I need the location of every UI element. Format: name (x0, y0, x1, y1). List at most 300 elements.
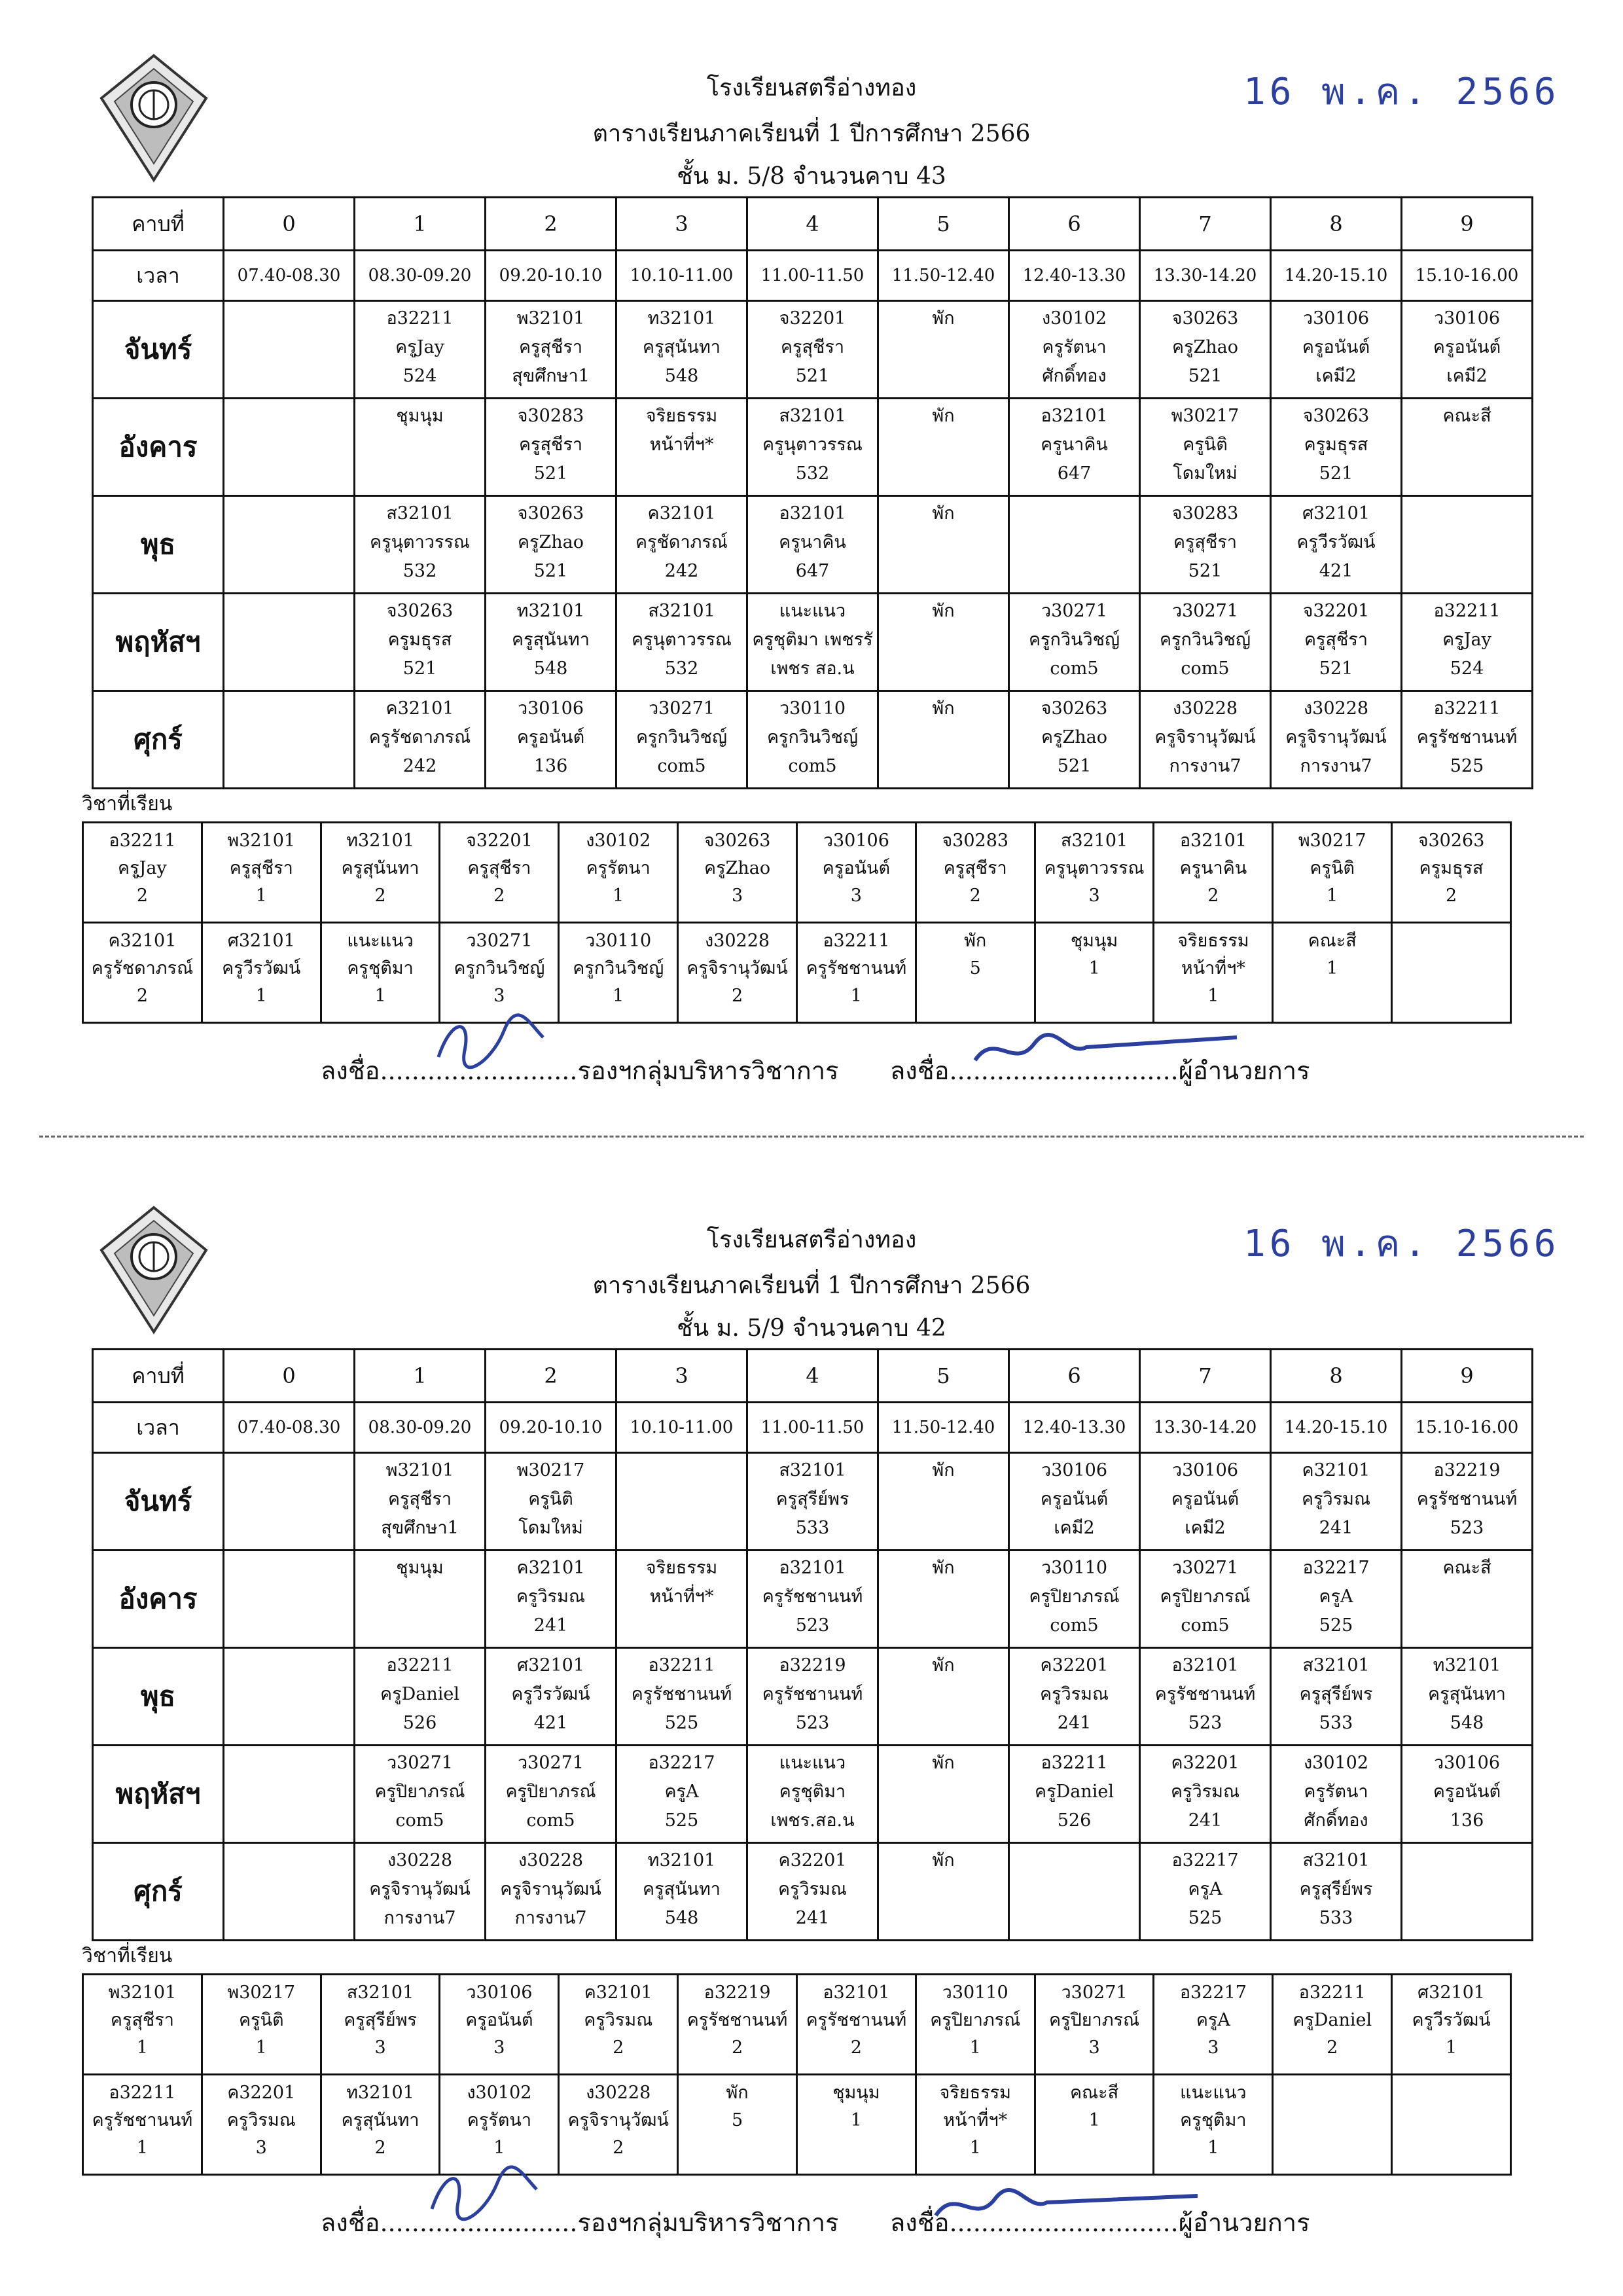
subject-cell (440, 923, 559, 1023)
schedule-cell (1271, 594, 1402, 691)
subject-cell (83, 923, 202, 1023)
cell-line: ท32101 (647, 1850, 716, 1871)
schedule-cell (1402, 1551, 1533, 1648)
time-slot: 11.00-11.50 (747, 1403, 878, 1453)
cell-line: ครูDaniel (380, 1684, 459, 1704)
cell-line: 242 (664, 561, 699, 581)
cell-line: 521 (1057, 756, 1092, 776)
cell-line: 525 (1188, 1908, 1222, 1928)
schedule-cell (355, 1551, 486, 1648)
subject-cell (202, 923, 321, 1023)
cell-line: พัก (932, 1558, 955, 1578)
cell-line: ครูรัชดาภรณ์ (91, 958, 194, 978)
cell-line: 2 (613, 2037, 624, 2058)
schedule-cell (1009, 691, 1140, 789)
cell-line: ครูสุนันทา (341, 2110, 419, 2130)
cell-line: ค32201 (227, 2083, 296, 2103)
subject-cell (1273, 823, 1392, 923)
cell-line: 3 (1207, 2037, 1219, 2058)
schedule-cell (747, 1551, 878, 1648)
subject-cell (1392, 923, 1511, 1023)
subject-cell (1273, 923, 1392, 1023)
cell-line: ครูสุนันทา (643, 337, 721, 357)
cell-line: 242 (402, 756, 437, 776)
schedule-cell (1009, 1746, 1140, 1843)
cell-line: พัก (964, 931, 987, 951)
cell-line: 2 (731, 986, 743, 1006)
day-name: พุธ (93, 1648, 224, 1746)
cell-line: ว30106 (1041, 1460, 1108, 1480)
cell-line: อ32211 (1433, 698, 1501, 719)
subject-cell (678, 2075, 797, 2175)
cell-line: ว30110 (1041, 1558, 1108, 1578)
cell-line: 2 (136, 986, 148, 1006)
cell-line: ง30228 (518, 1850, 584, 1871)
handwritten-signature-deputy (432, 1011, 550, 1070)
subject-cell (796, 2075, 916, 2175)
time-slot: 15.10-16.00 (1402, 251, 1533, 301)
subject-cell (916, 823, 1035, 923)
cell-line: ครูวิรมณ (584, 2010, 653, 2030)
schedule-cell (1140, 1746, 1271, 1843)
cell-line: 421 (533, 1713, 568, 1733)
cell-line: ครูมธุรส (1304, 435, 1368, 455)
cell-line: ว30271 (1061, 1982, 1128, 2003)
day-name: จันทร์ (93, 1453, 224, 1551)
schedule-cell (1402, 594, 1533, 691)
sheet-divider (39, 1136, 1584, 1138)
subject-cell (559, 923, 678, 1023)
schedule-cell (486, 1746, 616, 1843)
cell-line: ครูจิรานุวัฒน์ (369, 1879, 471, 1899)
cell-line: พัก (932, 1850, 955, 1871)
cell-line: ครูรัชชานนท์ (687, 2010, 788, 2030)
day-row (93, 496, 1533, 594)
cell-line: ส32101 (1302, 1655, 1370, 1676)
subjects-table (82, 821, 1512, 1024)
schedule-cell (747, 691, 878, 789)
cell-line: ว30271 (386, 1753, 454, 1773)
subject-cell (1154, 823, 1273, 923)
cell-line: การงาน7 (1169, 756, 1241, 776)
cell-line: ว30106 (823, 831, 889, 851)
cell-line: 2 (731, 2037, 743, 2058)
cell-line: ส32101 (648, 601, 715, 621)
cell-line: 1 (850, 2110, 862, 2130)
schedule-cell (1402, 1746, 1533, 1843)
cell-line: ว30106 (466, 1982, 533, 2003)
subject-cell (1392, 2075, 1511, 2175)
cell-line: โดมใหม่ (1173, 463, 1238, 484)
cell-line: ครูนิติ (1310, 858, 1355, 878)
cell-line: ครูสุชีรา (229, 858, 293, 878)
cell-line: อ32217 (1171, 1850, 1239, 1871)
subject-cell (1154, 2075, 1273, 2175)
cell-line: 525 (664, 1713, 699, 1733)
subject-cell (559, 2075, 678, 2175)
cell-line: 3 (850, 886, 862, 906)
cell-line: 136 (1450, 1810, 1484, 1831)
cell-line: ว30271 (1041, 601, 1108, 621)
cell-line: com5 (395, 1810, 444, 1831)
time-slot: 07.40-08.30 (224, 251, 355, 301)
day-name: พฤหัสฯ (93, 1746, 224, 1843)
cell-line: อ32101 (779, 1558, 846, 1578)
schedule-cell (1140, 1551, 1271, 1648)
school-name: โรงเรียนสตรีอ่างทอง (706, 75, 917, 101)
timetable-sheet-1 (0, 0, 1623, 1126)
cell-line: 1 (255, 2037, 267, 2058)
cell-line: ครูชุติมา (347, 958, 414, 978)
cell-line: ครูสุชีรา (1304, 630, 1368, 650)
cell-line: พัก (932, 1753, 955, 1773)
subject-cell (678, 823, 797, 923)
period-number: 2 (486, 1350, 616, 1403)
cell-line: ครูอนันต์ (1171, 1489, 1240, 1509)
schedule-cell (878, 691, 1009, 789)
cell-line: สุขศึกษา1 (512, 366, 590, 386)
schedule-cell (486, 691, 616, 789)
cell-line: ครูนุตาวรรณ (370, 532, 470, 552)
cell-line: ครูวิรมณ (516, 1587, 586, 1607)
cell-line: 136 (533, 756, 568, 776)
cell-line: โดมใหม่ (518, 1518, 583, 1538)
cell-line: ครูสุชีรา (1173, 532, 1238, 552)
cell-line: พ30217 (1298, 831, 1366, 851)
cell-line: พัก (932, 308, 955, 329)
cell-line: อ32217 (1302, 1558, 1370, 1578)
cell-line: ครูJay (395, 337, 444, 357)
schedule-cell (355, 1648, 486, 1746)
cell-line: จ30263 (1041, 698, 1108, 719)
cell-line: จ30263 (1171, 308, 1239, 329)
schedule-table (92, 196, 1533, 789)
subject-cell (440, 2075, 559, 2175)
time-slot: 12.40-13.30 (1009, 1403, 1140, 1453)
cell-line: จริยธรรม (939, 2083, 1011, 2103)
schedule-cell (616, 1843, 747, 1941)
cell-line: อ32101 (1041, 406, 1108, 426)
schedule-cell (486, 594, 616, 691)
schedule-cell (1402, 1453, 1533, 1551)
subject-cell (440, 1975, 559, 2075)
cell-line: 2 (493, 886, 505, 906)
cell-line: ค32101 (584, 1982, 652, 2003)
cell-line: อ32211 (386, 1655, 454, 1676)
cell-line: ครูสุชีรา (518, 435, 583, 455)
cell-line: จ30263 (1302, 406, 1370, 426)
cell-line: ส32101 (779, 406, 846, 426)
cell-line: 1 (1088, 958, 1100, 978)
cell-line: ง30102 (1041, 308, 1107, 329)
cell-line: ครูZhao (517, 532, 584, 552)
cell-line: ครูJay (118, 858, 167, 878)
cell-line: ศ32101 (227, 931, 295, 951)
cell-line: 1 (613, 886, 624, 906)
cell-line: 533 (795, 1518, 830, 1538)
schedule-cell (878, 301, 1009, 399)
cell-line: ครูอนันต์ (1433, 1782, 1501, 1802)
cell-line: 1 (613, 986, 624, 1006)
cell-line: พ32101 (227, 831, 296, 851)
cell-line: พัก (932, 698, 955, 719)
signature-deputy: ลงชื่อ.........................รองฯกลุ่มบริหารวิชาการ (321, 2208, 839, 2237)
cell-line: อ32101 (779, 503, 846, 524)
cell-line: 2 (374, 2138, 386, 2158)
cell-line: พ30217 (516, 1460, 585, 1480)
cell-line: ครูนิติ (238, 2010, 284, 2030)
schedule-cell (616, 594, 747, 691)
schedule-cell (1009, 496, 1140, 594)
cell-line: แนะแนว (347, 931, 414, 951)
period-number: 3 (616, 1350, 747, 1403)
cell-line: อ32211 (1433, 601, 1501, 621)
cell-line: 2 (850, 2037, 862, 2058)
cell-line: อ32219 (704, 1982, 771, 2003)
cell-line: 521 (533, 463, 568, 484)
cell-line: ว30106 (517, 698, 584, 719)
cell-line: ครูสุรีย์พร (776, 1489, 849, 1509)
cell-line: ง30228 (705, 931, 770, 951)
subjects-label: วิชาที่เรียน (82, 1945, 173, 1967)
day-row (93, 691, 1533, 789)
schedule-cell (878, 594, 1009, 691)
period-number: 1 (355, 1350, 486, 1403)
period-number: 5 (878, 1350, 1009, 1403)
cell-line: ชุมนุม (396, 1558, 444, 1578)
cell-line: ว30110 (585, 931, 652, 951)
cell-line: ครูชุติมา (1180, 2110, 1247, 2130)
cell-line: พ30217 (1171, 406, 1240, 426)
cell-line: ครูนิติ (528, 1489, 573, 1509)
subject-cell (321, 823, 440, 923)
cell-line: com5 (788, 756, 837, 776)
time-slot: 12.40-13.30 (1009, 251, 1140, 301)
period-number: 8 (1271, 1350, 1402, 1403)
day-row (93, 1843, 1533, 1941)
cell-line: อ32211 (1298, 1982, 1366, 2003)
cell-line: ครูสุนันทา (1428, 1684, 1506, 1704)
subject-cell (559, 1975, 678, 2075)
subject-cell (796, 923, 916, 1023)
schedule-cell (616, 1551, 747, 1648)
cell-line: ครูชัดาภรณ์ (635, 532, 728, 552)
cell-line: ศ32101 (1418, 1982, 1486, 2003)
schedule-cell (616, 1746, 747, 1843)
cell-line: com5 (526, 1810, 575, 1831)
cell-line: 521 (1188, 366, 1222, 386)
schedule-cell (878, 496, 1009, 594)
schedule-cell (486, 1551, 616, 1648)
schedule-cell (1140, 594, 1271, 691)
cell-line: ส32101 (386, 503, 454, 524)
cell-line: พ32101 (108, 1982, 177, 2003)
cell-line: 526 (1057, 1810, 1092, 1831)
period-number: 5 (878, 198, 1009, 251)
time-slot: 11.50-12.40 (878, 251, 1009, 301)
cell-line: 3 (1088, 886, 1100, 906)
cell-line: ครูวิรมณ (226, 2110, 296, 2130)
cell-line: ศ32101 (1302, 503, 1370, 524)
schedule-table (92, 1348, 1533, 1941)
cell-line: ครูมธุรส (1419, 858, 1484, 878)
schedule-cell (1009, 594, 1140, 691)
cell-line: ครูชุติมา เพชรรั (752, 630, 873, 650)
schedule-cell (355, 1453, 486, 1551)
cell-line: 1 (969, 2037, 981, 2058)
cell-line: ครูกวินวิชญ์ (573, 958, 664, 978)
period-number: 2 (486, 198, 616, 251)
cell-line: ครูรัตนา (1304, 1782, 1368, 1802)
cell-line: อ32211 (386, 308, 454, 329)
cell-line: จ30283 (517, 406, 584, 426)
cell-line: คณะสี (1069, 2083, 1119, 2103)
cell-line: 525 (664, 1810, 699, 1831)
class-line: ชั้น ม. 5/9 จำนวนคาบ 42 (677, 1315, 946, 1342)
period-number: 1 (355, 198, 486, 251)
cell-line: ครูจิรานุวัฒน์ (500, 1879, 601, 1899)
cell-line: 1 (255, 886, 267, 906)
cell-line: 524 (1450, 658, 1484, 679)
cell-line: 5 (969, 958, 981, 978)
cell-line: ครูA (664, 1782, 699, 1802)
cell-line: อ32211 (1041, 1753, 1108, 1773)
schedule-cell (224, 594, 355, 691)
cell-line: ง30102 (467, 2083, 532, 2103)
cell-line: 524 (402, 366, 437, 386)
cell-line: ท32101 (647, 308, 716, 329)
cell-line: จริยธรรม (645, 406, 718, 426)
cell-line: ง30228 (1303, 698, 1369, 719)
date-stamp: 16 พ.ค. 2566 (1243, 71, 1560, 113)
cell-line: ครูA (1196, 2010, 1230, 2030)
schedule-cell (1140, 496, 1271, 594)
handwritten-signature-deputy (425, 2163, 543, 2222)
cell-line: com5 (1181, 1615, 1230, 1636)
subject-cell (678, 923, 797, 1023)
subjects-label: วิชาที่เรียน (82, 793, 173, 816)
schedule-cell (355, 594, 486, 691)
cell-line: จริยธรรม (645, 1558, 718, 1578)
subject-cell (202, 823, 321, 923)
cell-line: ครูนาคิน (1041, 435, 1108, 455)
cell-line: ว30106 (1302, 308, 1370, 329)
period-number: 8 (1271, 198, 1402, 251)
cell-line: com5 (1181, 658, 1230, 679)
cell-line: อ32211 (823, 931, 890, 951)
schedule-cell (355, 1843, 486, 1941)
cell-line: จ30263 (517, 503, 584, 524)
schedule-cell (878, 1551, 1009, 1648)
class-line: ชั้น ม. 5/8 จำนวนคาบ 43 (677, 163, 946, 190)
schedule-cell (1271, 1453, 1402, 1551)
cell-line: 3 (493, 2037, 505, 2058)
schedule-cell (1140, 1648, 1271, 1746)
cell-line: ชุมนุม (1070, 931, 1118, 951)
schedule-cell (224, 1843, 355, 1941)
cell-line: พ32101 (385, 1460, 454, 1480)
subject-cell (1035, 823, 1154, 923)
schedule-cell (616, 1453, 747, 1551)
cell-line: ครูนุตาวรรณ (1044, 858, 1145, 878)
cell-line: 3 (493, 986, 505, 1006)
cell-line: ครูจิรานุวัฒน์ (687, 958, 788, 978)
cell-line: จ30263 (1418, 831, 1485, 851)
cell-line: 521 (402, 658, 437, 679)
cell-line: ครูนาคิน (779, 532, 846, 552)
schedule-cell (1271, 1551, 1402, 1648)
cell-line: ครูZhao (704, 858, 771, 878)
cell-line: 532 (664, 658, 699, 679)
schedule-cell (747, 1843, 878, 1941)
cell-line: อ32217 (648, 1753, 715, 1773)
period-number: 0 (224, 1350, 355, 1403)
schedule-cell (486, 1453, 616, 1551)
cell-line: หน้าที่ฯ* (943, 2110, 1008, 2130)
cell-line: 1 (1445, 2037, 1457, 2058)
cell-line: อ32211 (109, 2083, 176, 2103)
cell-line: ครูรัชชานนท์ (806, 958, 907, 978)
schedule-cell (486, 1648, 616, 1746)
schedule-cell (1009, 301, 1140, 399)
subject-cell (321, 923, 440, 1023)
cell-line: 525 (1450, 756, 1484, 776)
cell-line: แนะแนว (1180, 2083, 1247, 2103)
day-name: ศุกร์ (93, 1843, 224, 1941)
cell-line: ครูรัชชานนท์ (762, 1684, 863, 1704)
cell-line: 1 (969, 2138, 981, 2158)
cell-line: ครูวิรมณ (1301, 1489, 1371, 1509)
schedule-cell (224, 1453, 355, 1551)
cell-line: อ32217 (1179, 1982, 1247, 2003)
cell-line: ว30271 (1171, 1558, 1239, 1578)
cell-line: 1 (136, 2138, 148, 2158)
cell-line: ง30228 (387, 1850, 453, 1871)
cell-line: ครูกวินวิชญ์ (1159, 630, 1251, 650)
cell-line: จ30263 (386, 601, 454, 621)
cell-line: 241 (533, 1615, 568, 1636)
cell-line: ครูรัชชานนท์ (1416, 1489, 1518, 1509)
schedule-cell (1009, 1843, 1140, 1941)
signature-director: ลงชื่อ.............................ผู้อำนวยการ (890, 1056, 1310, 1085)
schedule-cell (1140, 399, 1271, 496)
cell-line: ครูนุตาวรรณ (762, 435, 863, 455)
day-row (93, 1453, 1533, 1551)
cell-line: แนะแนว (779, 601, 846, 621)
cell-line: ครูวีรวัฒน์ (511, 1684, 590, 1704)
cell-line: 421 (1319, 561, 1353, 581)
cell-line: ครูอนันต์ (465, 2010, 533, 2030)
schedule-cell (224, 1551, 355, 1648)
schedule-cell (1402, 496, 1533, 594)
cell-line: 1 (850, 986, 862, 1006)
cell-line: 521 (533, 561, 568, 581)
cell-line: แนะแนว (779, 1753, 846, 1773)
schedule-cell (224, 1648, 355, 1746)
cell-line: ครูรัตนา (467, 2110, 531, 2130)
schedule-cell (1402, 301, 1533, 399)
cell-line: ครูอนันต์ (516, 727, 585, 747)
subject-cell (916, 2075, 1035, 2175)
schedule-cell (224, 399, 355, 496)
cell-line: อ32219 (779, 1655, 846, 1676)
cell-line: ว30110 (779, 698, 846, 719)
time-slot: 14.20-15.10 (1271, 251, 1402, 301)
cell-line: ครูปิยาภรณ์ (1160, 1587, 1251, 1607)
subject-cell (678, 1975, 797, 2075)
cell-line: เคมี2 (1185, 1518, 1226, 1538)
cell-line: ครูรัตนา (1042, 337, 1107, 357)
